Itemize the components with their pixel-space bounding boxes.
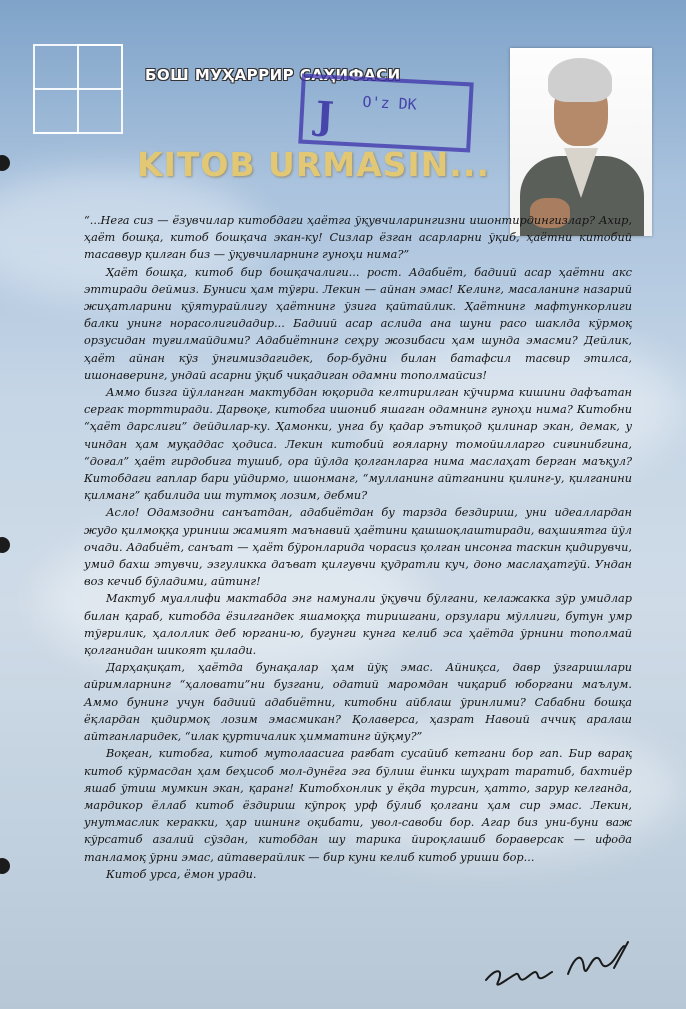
- article-body: [84, 212, 632, 883]
- article-paragraph: Китоб урса, ёмон уради.: [106, 867, 257, 881]
- section-header: БОШ МУҲАРРИР САҲИФАСИ: [145, 66, 401, 84]
- stamp-letter: J: [314, 92, 335, 139]
- article-title: KITOB URMASIN...: [137, 145, 490, 184]
- author-signature: [478, 938, 638, 998]
- punch-hole: [0, 858, 10, 874]
- author-portrait: [510, 48, 652, 236]
- library-stamp: [298, 74, 473, 153]
- grid-decoration: [33, 44, 123, 134]
- article-paragraph: Воқеан, китобга, китоб мутолаасига рағбат сусайиб кетгани бор гап. Бир варақ китоб кўрмасдан ҳам беҳисоб мол-дунёга эга бўлиш ёинки шуҳрат таратиб, бахтиёр яшаб ўтиш мумкин экан, қаранг! Китобхонлик у ёқда турсин, ҳатто, зарур келганда, мардикор ёллаб китоб ёздириш кўпроқ урф бўлиб қолгани ҳам сир эмас. Лекин, унутмаслик керакки, ҳар ишнинг оқибати, увол-савоби бор. Агар биз уни-буни важ кўрсатиб азалий сўздан, китобдан шу тарика йироқлашиб бораверсак — ифода танламоқ ўрни эмас, айтаверайлик — бир куни келиб китоб уриши бор...: [84, 747, 632, 864]
- article-paragraph: Асло! Одамзодни санъатдан, адабиётдан бу тарзда бездириш, уни идеаллардан жудо қилмоққа уриниш жамият маънавий ҳаётини қашшоқлаштиради, ваҳшиятга йўл очади. Адабиёт, санъат — ҳаёт бўронларида чорасиз қолган инсонга таскин қидирувчи, умид бахш этувчи, эзгуликка даъват қилгувчи қудратли куч, доно маслаҳатгўй. Ундан воз кечиб бўладими, айтинг!: [84, 506, 632, 589]
- punch-hole: [0, 537, 10, 553]
- article-paragraph: Ҳаёт бошқа, китоб бир бошқачалиги... рост. Адабиёт, бадиий асар ҳаётни акс эттиради деймиз. Буниси ҳам тўғри. Лекин — айнан эмас! Келинг, масаланинг назарий жиҳатларини қўятурайлигу ҳаётнинг ўзига қайтайлик. Ҳаётнинг мафтункорлиги балки унинг норасолигидадир... Бадиий асар аслида ана шуни расо шаклда кўрмоқ орзусидан туғилмайдими? Адабиётнинг сеҳру жозибаси ҳам шунда эмасми? Дейлик, ҳаёт айнан кўз ўнгимиздагидек, бор-будни билан батафсил тасвир этилса, ишонаверинг, ундай асарни ўқиб чиқадиган одамни тополмайсиз!: [84, 265, 632, 382]
- punch-hole: [0, 155, 10, 171]
- article-paragraph: Дарҳақиқат, ҳаётда бунақалар ҳам йўқ эмас. Айниқса, давр ўзгаришлари айримларнинг “ҳаловати”ни бузгани, одатий маромдан чиқариб юборгани маълум. Аммо бунинг учун бадиий адабиётни, китобни айблаш ўринлими? Сабабни бошқа ёқлардан қидирмоқ лозим эмасмикан? Қолаверса, ҳазрат Навоий аччиқ аралаш айтганларидек, “илак қуртичалик ҳимматинг йўқму?”: [84, 661, 632, 744]
- article-paragraph: Аммо бизга йўлланган мактубдан юқорида келтирилган кўчирма кишини дафъатан сергак торттиради. Дарвоқе, китобга ишониб яшаган одамнинг гуноҳи нима? Китобни “ҳаёт дарслиги” дейдилар-ку. Ҳамонки, унга бу қадар эътиқод қилинар экан, демак, у чиндан ҳам муқаддас ҳодиса. Лекин китобий ғояларну томойилларго сиғинибгина, “доғал” ҳаёт гирдобига тушиб, ора йўлда қолганларга нима маслаҳат берган маъқул? Китобдаги гаплар бари уйдирмо, ишонманг, “мулланинг айтганини қилинг-у, қилганини қилманг” қабилида иш тутмоқ лозим, дебми?: [84, 386, 632, 503]
- article-paragraph: Мактуб муаллифи мактабда энг намунали ўқувчи бўлгани, келажакка зўр умидлар билан қараб, китобда ёзилгандек яшамоққа тиришгани, орзулари мўллиги, бутун умр тўғрилик, ҳалоллик деб юргани-ю, бугунги кунга келиб эса ҳаётда ўрнини тополмай қолганидан шикоят қилади.: [84, 592, 632, 658]
- stamp-text: O'z DK: [362, 92, 418, 114]
- article-paragraph: “...Нега сиз — ёзувчилар китобдаги ҳаётга ўқувчиларингизни ишонтирдингизлар? Ахир, ҳаёт бошқа, китоб бошқача экан-ку! Сизлар ёзган асарларни ўқиб, ҳаётни китобий тасаввур қилган биз — ўқувчиларнинг гуноҳи нима?”: [84, 214, 632, 262]
